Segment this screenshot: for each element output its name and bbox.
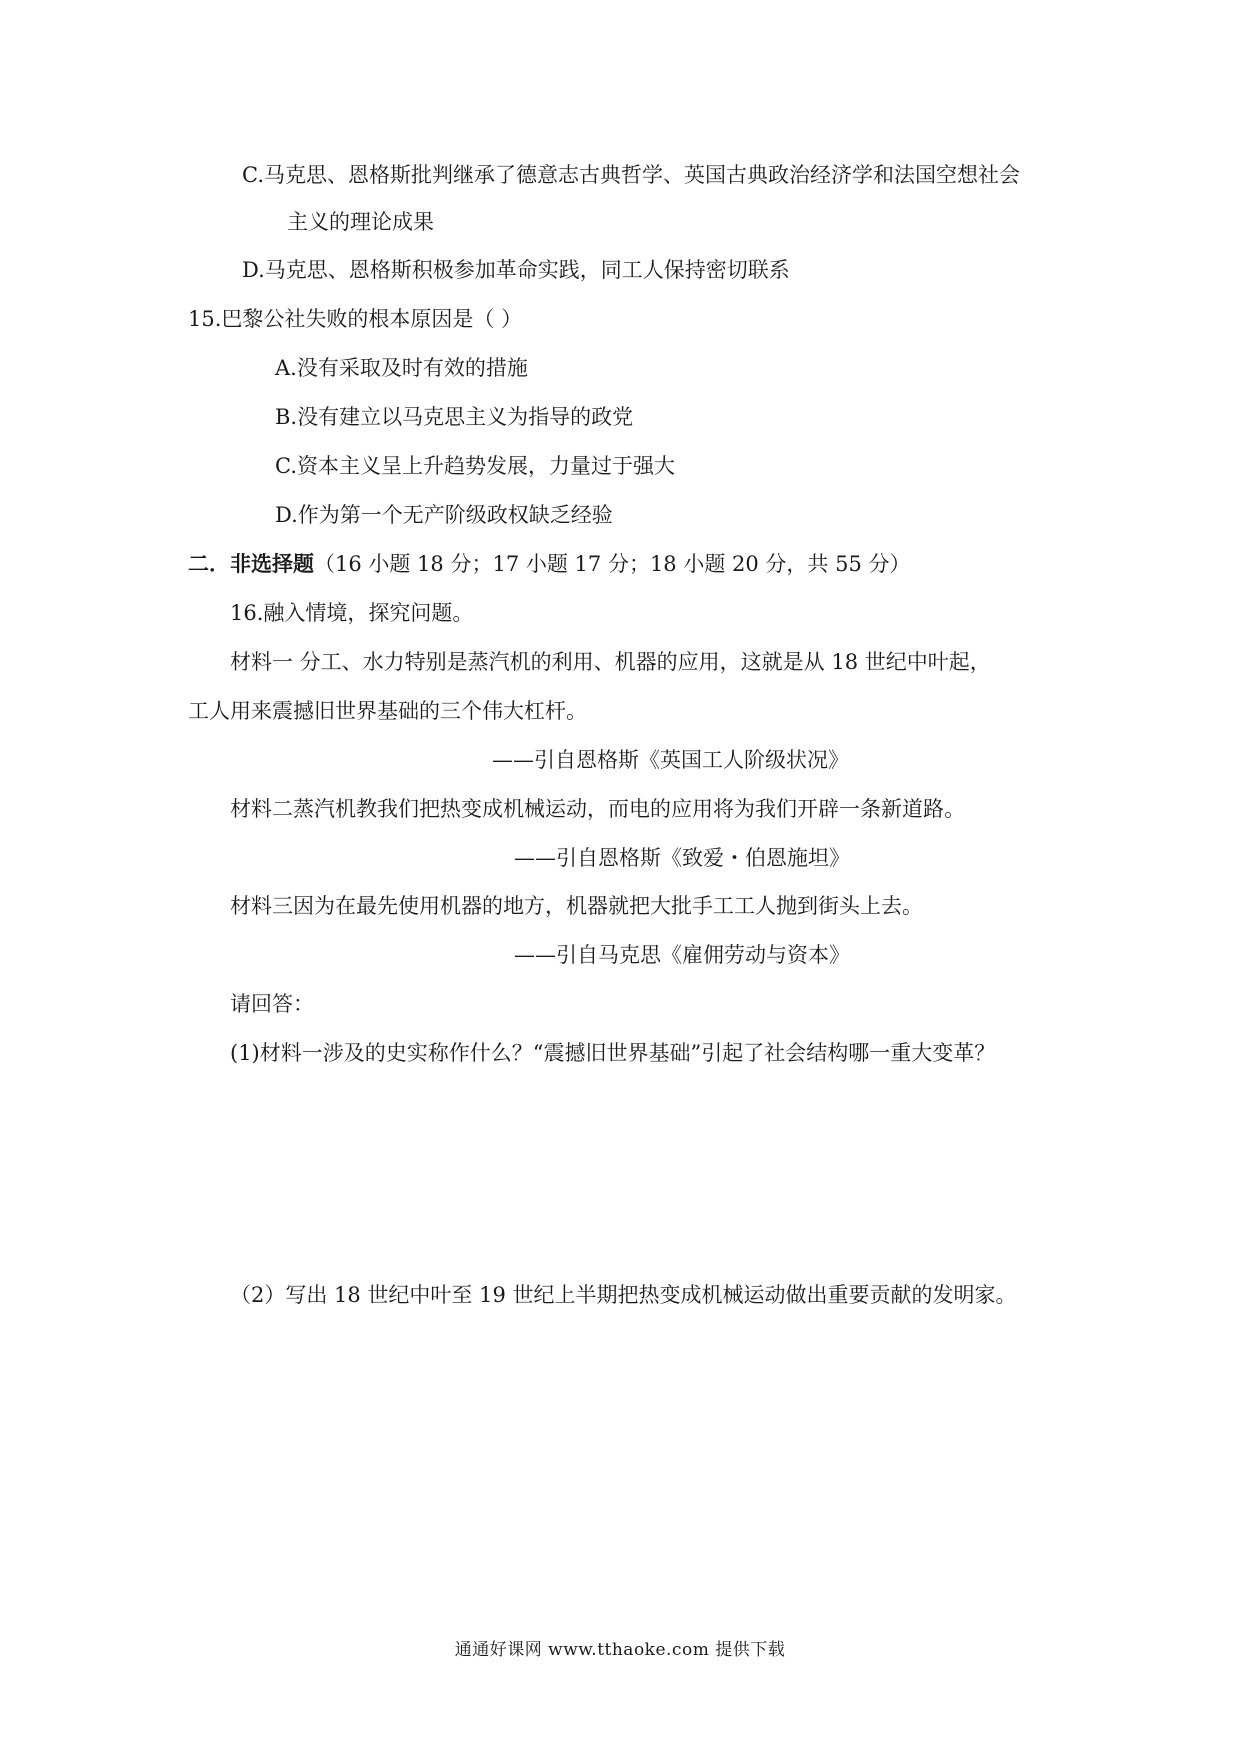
section2-heading-line xyxy=(188,549,910,579)
q15-stem: 15.巴黎公社失败的根本原因是（ ） xyxy=(188,307,523,331)
q15-option-b: B.没有建立以马克思主义为指导的政党 xyxy=(275,405,634,429)
section2-heading: 二．非选择题 xyxy=(188,551,314,576)
q16-stem: 16.融入情境，探究问题。 xyxy=(230,601,474,625)
q16-prompt: 请回答： xyxy=(230,992,314,1016)
page-footer: 通通好课网 www.tthaoke.com 提供下载 xyxy=(454,1640,786,1660)
section2-scoring: （16 小题 18 分；17 小题 17 分；18 小题 20 分，共 55 分） xyxy=(314,552,911,576)
q16-material2: 材料二蒸汽机教我们把热变成机械运动，而电的应用将为我们开辟一条新道路。 xyxy=(230,797,965,821)
q16-subquestion-1: (1)材料一涉及的史实称作什么？“震撼旧世界基础”引起了社会结构哪一重大变革？ xyxy=(230,1041,996,1065)
q16-material3: 材料三因为在最先使用机器的地方，机器就把大批手工工人抛到街头上去。 xyxy=(230,894,923,918)
q15-option-d: D.作为第一个无产阶级政权缺乏经验 xyxy=(275,503,613,527)
q15-option-a: A.没有采取及时有效的措施 xyxy=(275,356,528,380)
q16-subquestion-2: （2）写出 18 世纪中叶至 19 世纪上半期把热变成机械运动做出重要贡献的发明家。 xyxy=(230,1283,1017,1307)
q16-material1-line1: 材料一 分工、水力特别是蒸汽机的利用、机器的应用，这就是从 18 世纪中叶起， xyxy=(230,650,991,674)
q14-option-d: D.马克思、恩格斯积极参加革命实践，同工人保持密切联系 xyxy=(242,258,790,282)
q14-option-c-line1: C.马克思、恩格斯批判继承了德意志古典哲学、英国古典政治经济学和法国空想社会 xyxy=(242,163,1020,187)
q16-material1-line2: 工人用来震撼旧世界基础的三个伟大杠杆。 xyxy=(188,699,587,723)
q16-source2: ——引自恩格斯《致爱・伯恩施坦》 xyxy=(514,846,850,870)
q16-source3: ——引自马克思《雇佣劳动与资本》 xyxy=(514,943,850,967)
q14-option-c-line2: 主义的理论成果 xyxy=(287,210,434,234)
q16-source1: ——引自恩格斯《英国工人阶级状况》 xyxy=(492,748,849,772)
q15-option-c: C.资本主义呈上升趋势发展，力量过于强大 xyxy=(275,454,675,478)
